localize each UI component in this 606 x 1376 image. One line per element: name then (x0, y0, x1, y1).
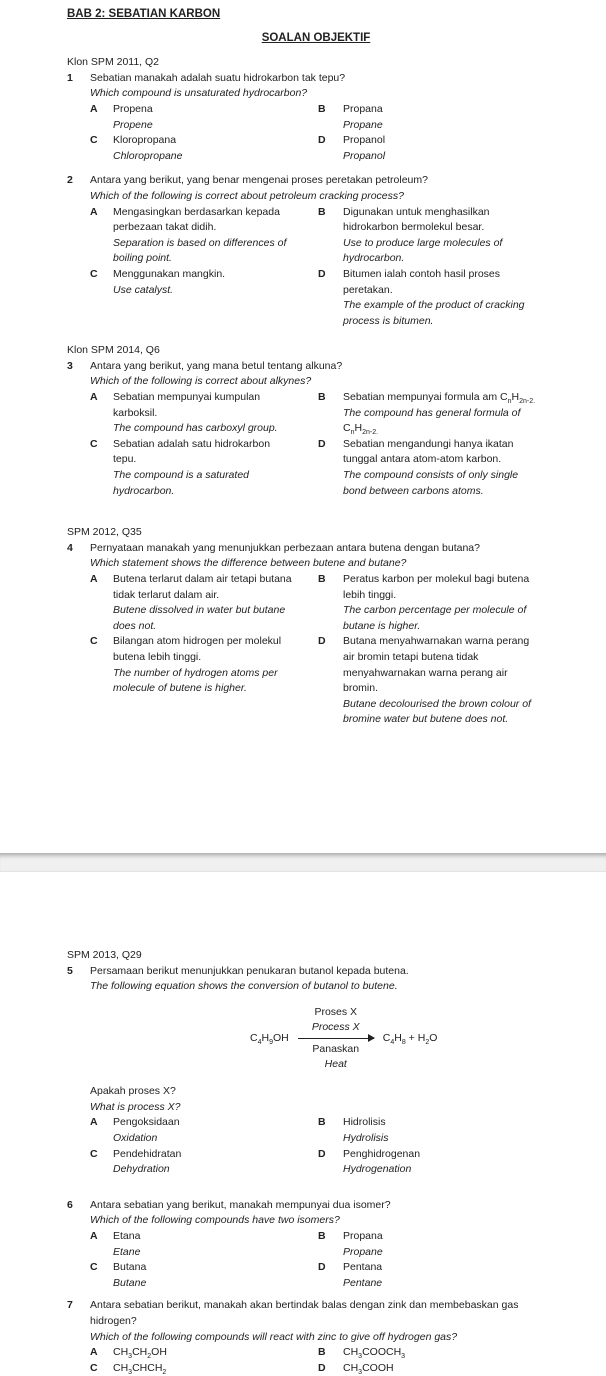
option-line: Hidrolisis (343, 1116, 386, 1129)
option-lines (343, 1229, 383, 1260)
option-letter: D (318, 1361, 326, 1374)
option-lines (113, 1115, 180, 1146)
option-lines (113, 572, 292, 634)
option-lines (113, 1345, 167, 1361)
option-line: Propane (343, 1245, 383, 1258)
option-letter: C (90, 1361, 98, 1374)
option (318, 133, 590, 164)
option-letter: B (318, 102, 326, 115)
option-lines (343, 1260, 382, 1291)
option (318, 205, 590, 267)
subscript: 3 (128, 1353, 133, 1361)
option-line: Sebatian adalah satu hidrokarbon (113, 437, 271, 450)
subscript: 3 (358, 1368, 363, 1376)
question-stem (90, 964, 590, 995)
option-line: lebih tinggi. (343, 588, 397, 601)
option (318, 634, 590, 728)
options-grid (90, 572, 590, 728)
subscript: n (507, 398, 512, 406)
option (318, 1260, 590, 1291)
question-number: 3 (67, 359, 73, 372)
option-line: Propana (343, 102, 383, 115)
question-source: Klon SPM 2014, Q6 (67, 344, 160, 357)
equation-label: Proses X (314, 1005, 358, 1018)
option-line: The compound is a saturated (113, 469, 249, 482)
option-line: Bitumen ialah contoh hasil proses (343, 267, 501, 280)
option-line: perbezaan takat didih. (113, 221, 217, 234)
question-stem-after (90, 1084, 590, 1115)
option-line: does not. (113, 619, 157, 632)
subscript: 2n-2. (519, 398, 536, 406)
option-letter: B (318, 391, 326, 404)
option-lines (113, 1229, 140, 1260)
option-line: Propanol (343, 134, 386, 147)
question-stem (90, 541, 590, 572)
option-line: Propene (113, 118, 153, 131)
option (90, 1345, 318, 1361)
question-stem (90, 1298, 590, 1345)
stem-line: Antara sebatian yang berikut, manakah mempunyai dua isomer? (90, 1198, 391, 1211)
option-lines (343, 390, 535, 437)
stem-line: Which of the following compounds have two isomers? (90, 1214, 340, 1227)
question-body (90, 71, 590, 165)
question-main (67, 1198, 590, 1292)
question-stem (90, 359, 590, 390)
option-letter: C (90, 1261, 98, 1274)
option-line: air bromin tetapi butena tidak (343, 650, 479, 663)
option-letter: A (90, 1230, 98, 1243)
subscript: 8 (401, 1038, 406, 1046)
option-line: menyahwarnakan warna perang air (343, 666, 508, 679)
subscript: 2 (147, 1353, 152, 1361)
option (90, 133, 318, 164)
option (318, 390, 590, 437)
option-letter: C (90, 437, 98, 450)
question-number: 5 (67, 964, 73, 977)
options-grid (90, 390, 590, 499)
stem-line: Antara yang berikut, yang benar mengenai proses peretakan petroleum? (90, 174, 428, 187)
option-letter: A (90, 391, 98, 404)
option-line: Dehydration (113, 1163, 170, 1176)
option-lines (113, 102, 153, 133)
stem-line: Persamaan berikut menunjukkan penukaran butanol kepada butena. (90, 964, 409, 977)
option-lines (343, 437, 518, 499)
page-1-content (67, 55, 590, 728)
stem-line: Which of the following is correct about alkynes? (90, 375, 312, 388)
option-line: The number of hydrogen atoms per (113, 666, 278, 679)
option-lines (113, 205, 286, 267)
question (67, 173, 590, 329)
document-title: BAB 2: SEBATIAN KARBON (67, 8, 221, 20)
stem-line: What is process X? (90, 1100, 181, 1113)
option-line: Butene dissolved in water but butane (113, 604, 286, 617)
option-letter: B (318, 1230, 326, 1243)
option-lines (113, 267, 225, 298)
option-line: Butane decolourised the brown colour of (343, 697, 531, 710)
option (318, 1147, 590, 1178)
section-heading: SOALAN OBJEKTIF (261, 31, 371, 44)
option-line: $CH_3CH_2OH$ (113, 1346, 167, 1361)
option-line: Pentana (343, 1261, 383, 1274)
option-line: Use to produce large molecules of (343, 236, 503, 249)
question-body (90, 541, 590, 728)
question (67, 948, 590, 1178)
option-line: Menggunakan mangkin. (113, 267, 226, 280)
option-lines (343, 267, 525, 329)
option-line: butena lebih tinggi. (113, 650, 202, 663)
option-line: karboksil. (113, 406, 158, 419)
option-line: butane is higher. (343, 619, 421, 632)
option-letter: A (90, 1116, 98, 1129)
option-line: Peratus karbon per molekul bagi butena (343, 573, 530, 585)
equation-label: Process X (311, 1020, 360, 1033)
question-main (67, 359, 590, 499)
option-lines (113, 133, 182, 164)
stem-line: Which compound is unsaturated hydrocarbon? (90, 87, 308, 100)
option-letter: D (318, 1147, 326, 1160)
question-number: 1 (67, 71, 73, 84)
option-letter: A (90, 573, 98, 585)
question-main (67, 173, 590, 329)
option-line: Use catalyst. (113, 283, 174, 296)
option-lines (113, 437, 270, 499)
reaction-arrow-icon (298, 1038, 374, 1040)
option-line: Penghidrogenan (343, 1147, 421, 1160)
question-main (67, 964, 590, 1178)
option-line: Butena terlarut dalam air tetapi butana (113, 573, 292, 585)
option-letter: A (90, 102, 98, 115)
options-grid (90, 205, 590, 330)
option-lines (343, 1147, 420, 1178)
question-source: Klon SPM 2011, Q2 (67, 56, 160, 69)
option (90, 1147, 318, 1178)
option (318, 1115, 590, 1146)
option-letter: C (90, 1147, 98, 1160)
option-line: tunggal antara atom-atom karbon. (343, 453, 502, 466)
subscript: 2 (425, 1038, 430, 1046)
option-line: Pengoksidaan (113, 1116, 180, 1129)
question-body (90, 1198, 590, 1292)
option-line: Propana (343, 1230, 383, 1243)
options-grid (90, 1115, 590, 1177)
option-letter: D (318, 1261, 326, 1274)
option-line: Oxidation (113, 1132, 158, 1145)
option-line: $C_nH_{2n-2.}$ (343, 422, 379, 437)
option-line: Sebatian mempunyai kumpulan (113, 391, 261, 404)
question-main (67, 1298, 590, 1376)
option (90, 1115, 318, 1146)
option-lines (343, 1345, 405, 1361)
subscript: 9 (269, 1038, 273, 1046)
option-line: The example of the product of cracking (343, 299, 525, 312)
option-line: Chloropropane (113, 149, 183, 162)
option-line: tepu. (113, 453, 137, 466)
option (90, 390, 318, 437)
reactant-formula: $C_4H_9OH$ (250, 1031, 289, 1046)
option-line: boiling point. (113, 252, 172, 265)
question-source: SPM 2012, Q35 (67, 526, 142, 539)
page-separator (0, 853, 606, 872)
stem-line: Which of the following compounds will react with zinc to give off hydrogen gas? (90, 1330, 458, 1343)
option-letter: D (318, 437, 326, 450)
question-stem (90, 1198, 590, 1229)
option-line: bromine water but butene does not. (343, 713, 509, 726)
product-formula: $C_4H_8 + H_2O$ (382, 1031, 438, 1046)
option (90, 1260, 318, 1291)
option-letter: B (318, 573, 326, 585)
option (90, 1229, 318, 1260)
option (318, 102, 590, 133)
question-number: 4 (67, 541, 73, 554)
option (90, 437, 318, 499)
stem-line: Pernyataan manakah yang menunjukkan perbezaan antara butena dengan butana? (90, 541, 480, 554)
option-lines (113, 634, 281, 696)
subscript: 3 (401, 1353, 406, 1361)
option-line: Propena (113, 102, 153, 115)
equation-label: Heat (324, 1058, 347, 1071)
subscript: 2n-2. (362, 429, 379, 437)
question-body (90, 964, 590, 1178)
option-line: process is bitumen. (343, 314, 434, 327)
option-letter: B (318, 1346, 326, 1359)
option (318, 267, 590, 329)
question-number: 2 (67, 174, 73, 187)
option-lines (343, 102, 383, 133)
option (90, 572, 318, 634)
option-line: molecule of butene is higher. (113, 682, 247, 695)
option-lines (343, 1115, 389, 1146)
question-body (90, 1298, 590, 1376)
stem-line: Which of the following is correct about petroleum cracking process? (90, 189, 404, 202)
question-body (90, 359, 590, 499)
question-main (67, 541, 590, 728)
stem-line: Apakah proses X? (90, 1085, 176, 1098)
equation-arrow-labels (298, 1005, 374, 1073)
option-line: tidak terlarut dalam air. (113, 588, 220, 601)
option-line: Etana (113, 1230, 141, 1243)
question-stem (90, 173, 590, 204)
question (67, 1198, 590, 1292)
option-letter: A (90, 1346, 98, 1359)
option-line: Pentane (343, 1276, 383, 1289)
option (318, 437, 590, 499)
subscript: 4 (257, 1038, 262, 1046)
options-grid (90, 1229, 590, 1291)
question-stem (90, 71, 590, 102)
option-line: Mengasingkan berdasarkan kepada (113, 205, 280, 218)
question (67, 525, 590, 728)
subscript: 2 (162, 1368, 167, 1376)
option-line: Hydrogenation (343, 1163, 412, 1176)
option-line: The compound has general formula of (343, 406, 521, 419)
option-letter: C (90, 635, 98, 648)
option-line: Pendehidratan (113, 1147, 182, 1160)
option-line: hydrocarbon. (113, 484, 175, 497)
question-number: 7 (67, 1299, 73, 1312)
option-line: The compound has carboxyl group. (113, 422, 278, 435)
option-line: $CH_3COOH$ (343, 1361, 394, 1376)
option-line: Hydrolisis (343, 1132, 389, 1145)
option-line: hidrokarbon bermolekul besar. (343, 221, 485, 234)
option-line: Propanol (343, 149, 386, 162)
option-line: Butana (113, 1261, 147, 1274)
option-letter: D (318, 635, 326, 648)
option-line: bond between carbons atoms. (343, 484, 484, 497)
option-line: Bilangan atom hidrogen per molekul (113, 635, 282, 648)
option-line: Propane (343, 118, 383, 131)
options-grid (90, 102, 590, 164)
page-2 (0, 872, 606, 1374)
question-body (90, 173, 590, 329)
option-line: bromin. (343, 682, 379, 695)
option-letter: C (90, 267, 98, 280)
option-line: hydrocarbon. (343, 252, 405, 265)
option-letter: B (318, 205, 326, 218)
question (67, 55, 590, 164)
option-line: Digunakan untuk menghasilkan (343, 205, 490, 218)
stem-line: The following equation shows the conversion of butanol to butene. (90, 980, 398, 993)
option-line: Kloropropana (113, 134, 177, 147)
option-lines (343, 133, 385, 164)
option-line: Butana menyahwarnakan warna perang (343, 635, 530, 648)
question (67, 1298, 590, 1376)
option-letter: B (318, 1116, 326, 1129)
option-line: The compound consists of only single (343, 469, 519, 482)
option-letter: D (318, 134, 326, 147)
option (90, 634, 318, 728)
option-line: Sebatian mempunyai formula am $C_nH_{2n-2.}$ (343, 391, 536, 406)
stem-line: Antara sebatian berikut, manakah akan bertindak balas dengan zink dan membebaskan gas (90, 1299, 519, 1312)
page-2-content (67, 948, 590, 1376)
chemical-equation (250, 1005, 590, 1073)
option-line: peretakan. (343, 283, 393, 296)
option-lines (343, 572, 529, 634)
option-letter: D (318, 267, 326, 280)
option (90, 205, 318, 267)
options-grid (90, 1345, 590, 1376)
option-line: The carbon percentage per molecule of (343, 604, 527, 617)
equation-label: Panaskan (312, 1043, 360, 1056)
option-line: Sebatian mengandungi hanya ikatan (343, 437, 514, 450)
option-letter: A (90, 205, 98, 218)
option (318, 1345, 590, 1361)
option-lines (343, 634, 531, 728)
option-line: Etane (113, 1245, 141, 1258)
subscript: 3 (128, 1368, 133, 1376)
stem-line: Which statement shows the difference between butene and butane? (90, 557, 407, 570)
subscript: 4 (390, 1038, 395, 1046)
question-main (67, 71, 590, 165)
option (90, 102, 318, 133)
stem-line: Antara yang berikut, yang mana betul tentang alkuna? (90, 359, 343, 372)
subscript: n (350, 429, 355, 437)
question-number: 6 (67, 1198, 73, 1211)
option (90, 267, 318, 329)
option-lines (343, 205, 502, 267)
question-source: SPM 2013, Q29 (67, 949, 142, 961)
subscript: 3 (358, 1353, 363, 1361)
option-lines (113, 390, 278, 437)
stem-line: hidrogen? (90, 1315, 137, 1327)
question (67, 343, 590, 499)
option-line: $CH_3COOCH_3$ (343, 1346, 406, 1361)
option-lines (113, 1147, 181, 1178)
stem-line: Sebatian manakah adalah suatu hidrokarbon tak tepu? (90, 71, 346, 84)
option (318, 1229, 590, 1260)
option-line: $CH_3CHCH_2$ (113, 1361, 167, 1376)
option (318, 572, 590, 634)
option-letter: C (90, 134, 98, 147)
option-line: Separation is based on differences of (113, 236, 287, 249)
option-line: Butane (113, 1276, 147, 1289)
option-lines (113, 1260, 146, 1291)
